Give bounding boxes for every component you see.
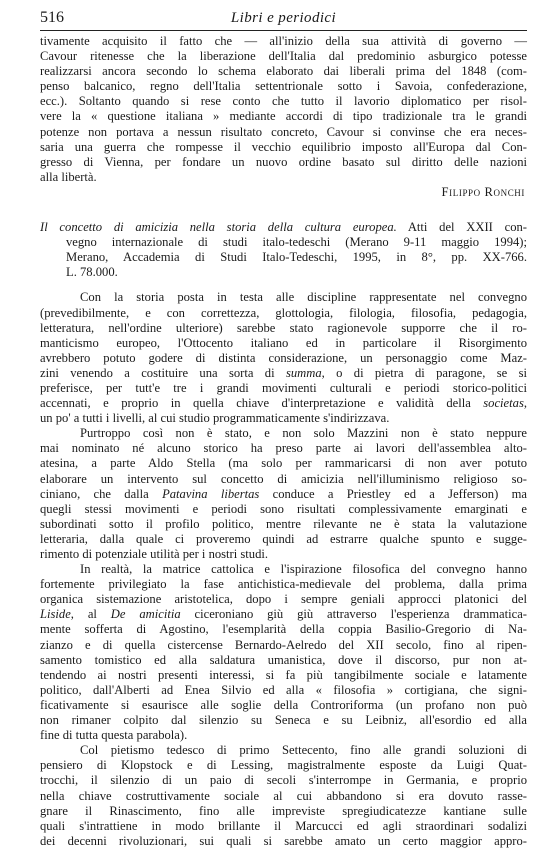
text-line: quali s'intrattiene in modo brillante il Marcucci ed agli straordinari sodalizi — [40, 818, 527, 833]
text-line: ciniano, che dalla Patavina libertas conduce a Priestley ed a Jefferson) ma — [40, 486, 527, 501]
text-line: politico, dall'Alberti ad Enea Silvio ed alla « filosofia » cortigiana, che signi- — [40, 682, 527, 697]
citation-line: Merano, Accademia di Studi Italo-Tedeschi, 1995, in 8°, pp. XX-766. — [66, 250, 527, 265]
text-line: quegli stessi movimenti e periodi sono risultati complessivamente emarginati e — [40, 501, 527, 516]
review-signature: Filippo Ronchi — [441, 184, 525, 199]
paragraph — [40, 290, 527, 426]
paragraph — [40, 743, 527, 849]
text-line: Purtroppo così non è stato, e non solo Mazzini non è stato neppure — [80, 426, 527, 441]
text-line: (prevedibilmente, e con correttezza, glottologia, filologia, filosofia, pedagogia, — [40, 305, 527, 320]
text-line: manticismo europeo, l'Ottocento italiano ed in particolare il Risorgimento — [40, 335, 527, 350]
paragraph — [40, 426, 527, 562]
text-line: Con la storia posta in testa alle discipline rappresentate nel convegno — [80, 290, 527, 305]
text-line: fine di tutta questa parabola). — [40, 728, 188, 743]
text-line: ficativamente si esaurisce alle soglie della Controriforma (un profano non può — [40, 697, 527, 712]
text-line: avrebbero potuto godere di distinta considerazione, un personaggio come Maz- — [40, 350, 527, 365]
running-title: Libri e periodici — [230, 10, 337, 26]
paragraph — [40, 562, 527, 743]
text-line: zianzo e di quella cistercense Bernardo-Aelredo del XII secolo, fino al ripen- — [40, 637, 527, 652]
text-line: fortemente privilegiato la fase antichistica-medievale del problema, dalla prima — [40, 577, 527, 592]
text-line: trocchi, il silenzio di un paio di secoli s'interrompe in Germania, e proprio — [40, 773, 527, 788]
text-line: tivamente acquisito il fatto che — all'inizio della sua attività di governo — — [40, 34, 527, 48]
text-line: accennati, e proprio in quella chiave d'interpretazione e validità della societas, — [40, 396, 527, 411]
text-line: zini venendo a costituire una sorta di summa, o di pietra di paragone, se si — [40, 365, 527, 380]
running-head — [40, 8, 527, 31]
text-line: letteraria, dalla quale ci proveremo quindi ad estrarre qualche spunto e sugge- — [40, 531, 527, 546]
citation-line: L. 78.000. — [66, 265, 118, 280]
text-line: pensiero di Klopstock e di Lessing, magistralmente esposte da Luigi Quat- — [40, 758, 527, 773]
page-number: 516 — [40, 9, 64, 26]
text-line: Col pietismo tedesco di primo Settecento, fino alle grandi soluzioni di — [80, 743, 527, 758]
citation-line — [40, 220, 527, 235]
text-line: penso balcanico, regno dell'Italia settentrionale sotto i Savoia, confederazione, — [40, 79, 527, 94]
text-line: non rimaner colpito dal silenzio su Seneca e su Leibniz, all'esordio ed alla — [40, 713, 527, 728]
text-line: Cavour ritenesse che la liberazione dell'Italia dal predominio asburgico potesse — [40, 49, 527, 64]
text-line: subordinati sotto il profilo politico, mentre rilevante ne è stata la valutazione — [40, 516, 527, 531]
text-line: In realtà, la matrice cattolica e l'ispirazione filosofica del convegno hanno — [80, 562, 527, 577]
text-line: mente sofferta di Agostino, l'esemplarità della coppia Basilio-Gregorio di Na- — [40, 622, 527, 637]
text-line: un po' a tutti i livelli, al cui studio programmaticamente s'indirizzava. — [40, 411, 390, 426]
text-line: rimento di potenziale utilità per i nostri studi. — [40, 547, 269, 561]
citation-line: vegno internazionale di studi italo-tedeschi (Merano 9-11 maggio 1994); — [66, 235, 527, 250]
text-line: nella chiave costruttivamente sociale al cui abbandono si era dovuto rasse- — [40, 788, 527, 803]
citation-title: Il concetto di amicizia nella storia della cultura europea. — [40, 220, 397, 235]
text-line: letteratura, nell'ordine ulteriore) sarebbe stato ragionevole supporre che il ro- — [40, 320, 527, 335]
text-line: potenze non portava a nessun risultato concreto, Cavour si convinse che era neces- — [40, 124, 527, 139]
text-line: atesina, a parte Aldo Stella (ma solo per rammaricarsi di non aver potuto — [40, 456, 527, 471]
page-body — [40, 34, 527, 849]
text-line: elaborare un intervento sul concetto di amicizia nell'illuminismo religioso so- — [40, 471, 527, 486]
text-line: preferisce, per tutt'e tre i grandi movimenti culturali e periodi storico-politici — [40, 380, 527, 395]
text-line: samento tomistico ed alla saldatura umanistica, dove il discorso, pur non at- — [40, 652, 527, 667]
bibliographic-citation — [40, 220, 527, 280]
text-line: dei decenni rivoluzionari, sui quali si sarebbe amato un certo maggior appro- — [40, 833, 527, 848]
text-line: gnare il Rinascimento, fino alle impreviste spregiudicatezze kantiane sulle — [40, 803, 527, 818]
text-line: Liside, al De amicitia ciceroniano giù giù attraverso l'esperienza drammatica- — [40, 607, 527, 622]
text-line: ecc.). Soltanto quando si rese conto che tutto il lavorio diplomatico per risol- — [40, 94, 527, 109]
text-line: realizzarsi ancora secondo lo schema elaborato dai liberali prima del 1848 (com- — [40, 64, 527, 79]
review-continuation — [40, 34, 527, 185]
text-line: mai nominato né alcuno storico ha preso parte ai lavori dell'assemblea alto- — [40, 441, 527, 456]
text-line: tendendo ai nostri presenti interessi, si fa più tangibilmente sociale e latamente — [40, 667, 527, 682]
text-line: gresso di Vienna, per fondare un nuovo ordine basato sul diritto delle nazioni — [40, 154, 527, 169]
citation-text: Atti del XXII con- — [396, 220, 527, 235]
text-line: alla libertà. — [40, 169, 97, 184]
text-line: saria una guerra che rompesse il vecchio equilibrio imposto all'Europa dal Con- — [40, 139, 527, 154]
text-line: vere la « questione italiana » mediante accordi di tipo tradizionale tra le grandi — [40, 109, 527, 124]
text-line: organica sistemazione aristotelica, dopo i sempre geniali approcci platonici del — [40, 592, 527, 607]
